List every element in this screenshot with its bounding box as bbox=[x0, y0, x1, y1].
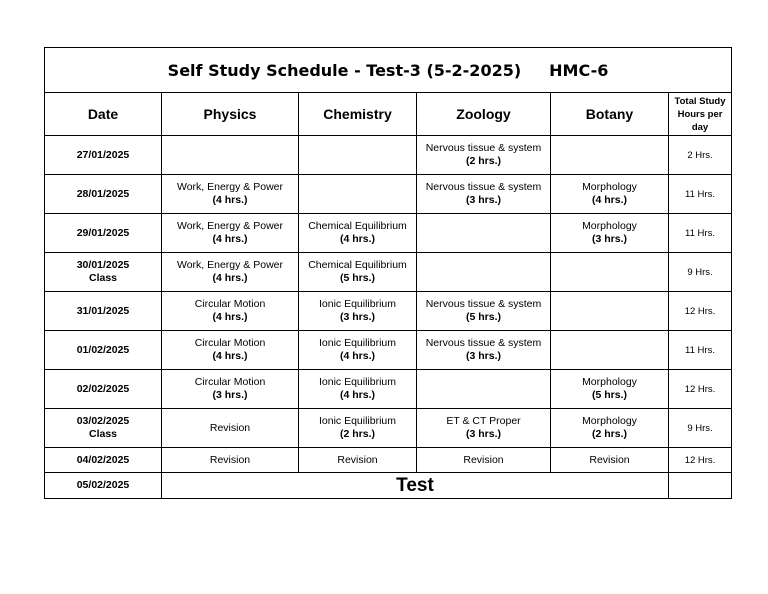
physics-cell bbox=[162, 370, 299, 409]
chemistry-cell bbox=[299, 253, 417, 292]
total-hours-cell: 12 Hrs. bbox=[669, 370, 732, 409]
header-chemistry: Chemistry bbox=[299, 93, 417, 136]
date-note: Class bbox=[88, 272, 118, 284]
hours-text: (3 hrs.) bbox=[339, 311, 375, 323]
hours-text: (5 hrs.) bbox=[591, 389, 627, 401]
zoology-cell bbox=[417, 409, 551, 448]
date-text: 29/01/2025 bbox=[76, 226, 130, 239]
chemistry-cell bbox=[299, 136, 417, 175]
zoology-cell bbox=[417, 136, 551, 175]
date-text: 28/01/2025 bbox=[76, 187, 130, 200]
schedule-sheet bbox=[44, 47, 731, 499]
total-hours-cell bbox=[669, 473, 732, 499]
date-note: Class bbox=[88, 428, 118, 440]
hours-text: (3 hrs.) bbox=[465, 350, 501, 362]
schedule-title-cell bbox=[45, 48, 732, 93]
table-row bbox=[45, 370, 732, 409]
total-hours-cell: 11 Hrs. bbox=[669, 331, 732, 370]
hours-text: (2 hrs.) bbox=[465, 155, 501, 167]
topic-text: Nervous tissue & system bbox=[425, 337, 542, 349]
topic-text: Ionic Equilibrium bbox=[318, 376, 397, 388]
header-physics: Physics bbox=[162, 93, 299, 136]
chemistry-cell bbox=[299, 214, 417, 253]
zoology-cell bbox=[417, 175, 551, 214]
total-hours-cell: 9 Hrs. bbox=[669, 253, 732, 292]
date-cell bbox=[45, 448, 162, 473]
botany-cell bbox=[551, 136, 669, 175]
date-text: 27/01/2025 bbox=[76, 148, 130, 161]
hours-text: (3 hrs.) bbox=[212, 389, 248, 401]
botany-cell bbox=[551, 448, 669, 473]
chemistry-cell bbox=[299, 370, 417, 409]
topic-text: Nervous tissue & system bbox=[425, 298, 542, 310]
physics-cell bbox=[162, 292, 299, 331]
hours-text: (3 hrs.) bbox=[465, 194, 501, 206]
botany-cell bbox=[551, 214, 669, 253]
total-hours-cell: 12 Hrs. bbox=[669, 448, 732, 473]
date-cell bbox=[45, 136, 162, 175]
total-hours-cell: 11 Hrs. bbox=[669, 175, 732, 214]
botany-cell bbox=[551, 175, 669, 214]
physics-cell bbox=[162, 331, 299, 370]
topic-text: Circular Motion bbox=[194, 376, 266, 388]
chemistry-cell bbox=[299, 175, 417, 214]
date-cell bbox=[45, 292, 162, 331]
hours-text: (4 hrs.) bbox=[212, 350, 248, 362]
table-row bbox=[45, 214, 732, 253]
date-text: 03/02/2025 bbox=[76, 415, 130, 427]
topic-text: Work, Energy & Power bbox=[176, 259, 283, 271]
topic-text: Morphology bbox=[582, 376, 637, 388]
header-date: Date bbox=[45, 93, 162, 136]
hours-text: (2 hrs.) bbox=[339, 428, 375, 440]
zoology-cell bbox=[417, 448, 551, 473]
botany-cell bbox=[551, 370, 669, 409]
date-text: 31/01/2025 bbox=[76, 304, 130, 317]
header-zoology: Zoology bbox=[417, 93, 551, 136]
table-row bbox=[45, 448, 732, 473]
hours-text: (4 hrs.) bbox=[212, 194, 248, 206]
topic-text: Revision bbox=[209, 453, 251, 466]
date-text: 30/01/2025 bbox=[76, 259, 130, 271]
topic-text: Morphology bbox=[582, 220, 637, 232]
topic-text: ET & CT Proper bbox=[446, 415, 521, 427]
header-row bbox=[45, 93, 732, 136]
total-hours-cell: 11 Hrs. bbox=[669, 214, 732, 253]
botany-cell bbox=[551, 253, 669, 292]
physics-cell bbox=[162, 448, 299, 473]
table-row bbox=[45, 136, 732, 175]
physics-cell bbox=[162, 253, 299, 292]
physics-cell bbox=[162, 136, 299, 175]
topic-text: Revision bbox=[337, 453, 378, 466]
table-row bbox=[45, 331, 732, 370]
topic-text: Morphology bbox=[582, 181, 637, 193]
date-cell bbox=[45, 409, 162, 448]
topic-text: Circular Motion bbox=[194, 298, 266, 310]
hours-text: (3 hrs.) bbox=[465, 428, 501, 440]
hours-text: (4 hrs.) bbox=[591, 194, 627, 206]
table-row bbox=[45, 292, 732, 331]
topic-text: Revision bbox=[209, 421, 251, 434]
date-text: 04/02/2025 bbox=[76, 453, 130, 466]
zoology-cell bbox=[417, 253, 551, 292]
botany-cell bbox=[551, 331, 669, 370]
topic-text: Work, Energy & Power bbox=[176, 220, 283, 232]
topic-text: Nervous tissue & system bbox=[425, 181, 542, 193]
table-row bbox=[45, 175, 732, 214]
physics-cell bbox=[162, 214, 299, 253]
total-hours-cell: 2 Hrs. bbox=[669, 136, 732, 175]
schedule-code: HMC-6 bbox=[549, 60, 609, 80]
date-cell bbox=[45, 331, 162, 370]
hours-text: (4 hrs.) bbox=[339, 233, 375, 245]
schedule-title: Self Study Schedule - Test-3 (5-2-2025) bbox=[167, 60, 522, 80]
chemistry-cell bbox=[299, 448, 417, 473]
topic-text: Nervous tissue & system bbox=[425, 142, 542, 154]
hours-text: (4 hrs.) bbox=[339, 389, 375, 401]
topic-text: Revision bbox=[463, 453, 504, 466]
date-text: 02/02/2025 bbox=[76, 382, 130, 395]
zoology-cell bbox=[417, 292, 551, 331]
total-hours-cell: 12 Hrs. bbox=[669, 292, 732, 331]
date-cell bbox=[45, 253, 162, 292]
hours-text: (4 hrs.) bbox=[212, 272, 248, 284]
header-botany: Botany bbox=[551, 93, 669, 136]
topic-text: Revision bbox=[589, 453, 630, 466]
hours-text: (4 hrs.) bbox=[212, 311, 248, 323]
topic-text: Circular Motion bbox=[194, 337, 266, 349]
topic-text: Chemical Equilibrium bbox=[308, 259, 407, 271]
topic-text: Ionic Equilibrium bbox=[318, 298, 397, 310]
topic-text: Work, Energy & Power bbox=[176, 181, 283, 193]
zoology-cell bbox=[417, 214, 551, 253]
header-total: Total Study Hours per day bbox=[669, 93, 732, 136]
table-row bbox=[45, 409, 732, 448]
date-text: 01/02/2025 bbox=[76, 343, 130, 356]
test-label: Test bbox=[162, 473, 669, 499]
date-cell bbox=[45, 370, 162, 409]
zoology-cell bbox=[417, 370, 551, 409]
botany-cell bbox=[551, 409, 669, 448]
test-row bbox=[45, 473, 732, 499]
topic-text: Morphology bbox=[582, 415, 637, 427]
table-row bbox=[45, 253, 732, 292]
hours-text: (4 hrs.) bbox=[212, 233, 248, 245]
physics-cell bbox=[162, 175, 299, 214]
date-cell bbox=[45, 175, 162, 214]
chemistry-cell bbox=[299, 292, 417, 331]
total-hours-cell: 9 Hrs. bbox=[669, 409, 732, 448]
botany-cell bbox=[551, 292, 669, 331]
date-cell: 05/02/2025 bbox=[45, 473, 162, 499]
hours-text: (2 hrs.) bbox=[591, 428, 627, 440]
topic-text: Chemical Equilibrium bbox=[308, 220, 407, 232]
hours-text: (3 hrs.) bbox=[591, 233, 627, 245]
zoology-cell bbox=[417, 331, 551, 370]
hours-text: (5 hrs.) bbox=[339, 272, 375, 284]
date-cell bbox=[45, 214, 162, 253]
chemistry-cell bbox=[299, 409, 417, 448]
physics-cell bbox=[162, 409, 299, 448]
topic-text: Ionic Equilibrium bbox=[318, 415, 397, 427]
hours-text: (5 hrs.) bbox=[465, 311, 501, 323]
chemistry-cell bbox=[299, 331, 417, 370]
topic-text: Ionic Equilibrium bbox=[318, 337, 397, 349]
schedule-table bbox=[44, 47, 732, 499]
hours-text: (4 hrs.) bbox=[339, 350, 375, 362]
